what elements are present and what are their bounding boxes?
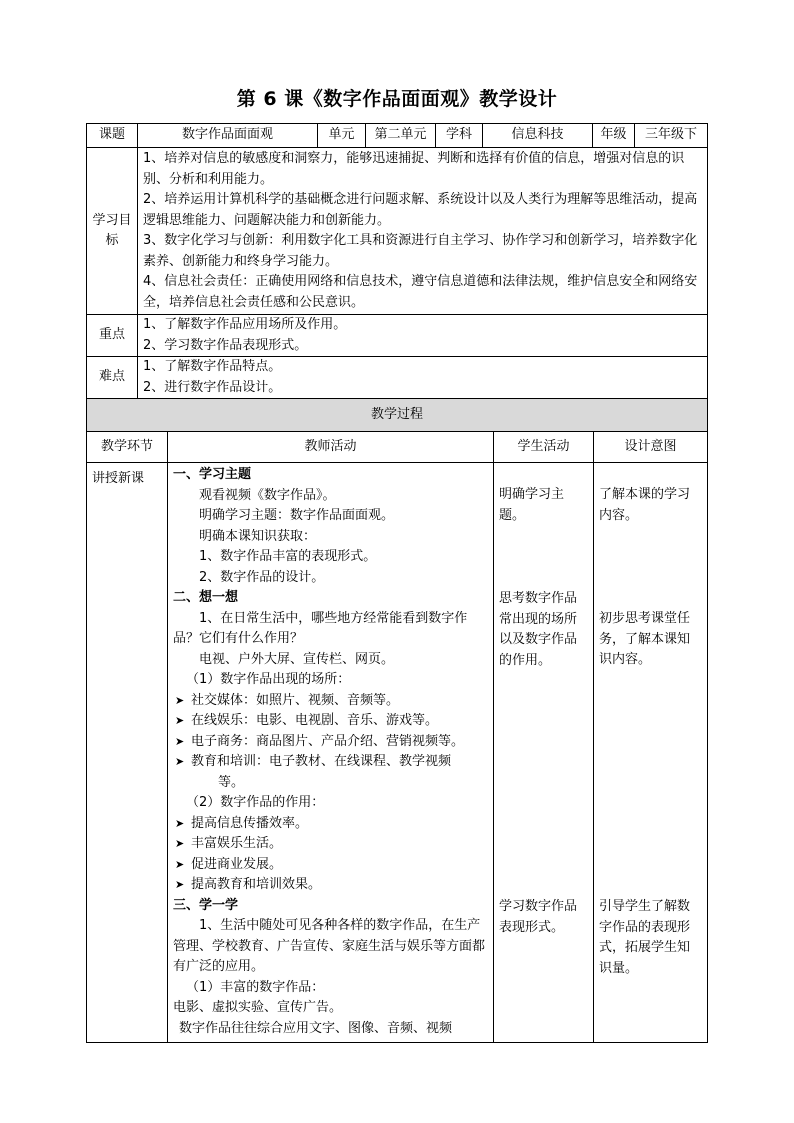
process-title: 教学过程 [87,399,708,432]
section-heading: 二、想一想 [173,590,239,605]
teacher-line: 数字作品往往综合应用文字、图像、音频、视频 [179,1020,453,1036]
goals-content [138,148,708,315]
stage-label: 讲授新课 [92,471,145,486]
teacher-activity-cell [168,463,494,1043]
teacher-line: 2、数字作品的设计。 [199,569,325,585]
teacher-line: 观看视频《数字作品》。 [199,487,336,503]
difficulties-content [138,357,708,399]
teacher-line: 电视、户外大屏、宣传栏、网页。 [199,651,395,667]
grade-label: 年级 [593,124,635,148]
teacher-line: 1、数字作品丰富的表现形式。 [199,549,377,564]
bullet-item: ➤ 提高教育和培训效果。 [173,875,488,896]
unit-value: 第二单元 [366,124,436,148]
section-heading: 一、学习主题 [173,467,252,482]
bullet-item: ➤ 教育和培训：电子教材、在线课程、教学视频 [173,752,488,773]
difficulties-row [87,357,708,399]
bullet-item: ➤ 丰富娱乐生活。 [173,834,488,855]
section-heading: 三、学一学 [173,897,239,913]
key-point-item: 2、学习数字作品表现形式。 [143,337,308,353]
bullet-item: ➤ 在线娱乐：电影、电视剧、音乐、游戏等。 [173,711,488,732]
goals-label: 学习目标 [87,148,138,315]
goal-item: 4、信息社会责任：正确使用网络和信息技术，遵守信息道德和法律法规，维护信息安全和网络安全，培养信息社会责任感和公民意识。 [143,274,698,310]
student-activity: 学习数字作品表现形式。 [499,899,578,935]
goal-item: 2、培养运用计算机科学的基础概念进行问题求解、系统设计以及人类行为理解等思维活动，提高逻辑思维能力、问题解决能力和创新能力。 [143,192,698,228]
difficulty-item: 2、进行数字作品设计。 [143,379,282,395]
info-table [86,123,708,399]
bullet-item: ➤ 社交媒体：如照片、视频、音频等。 [173,691,488,712]
info-row [87,124,708,148]
key-points-label: 重点 [87,315,138,357]
process-table [86,398,708,1043]
process-title-row [87,399,708,432]
process-header-row [87,432,708,463]
design-intent-cell [594,463,708,1043]
header-intent: 设计意图 [594,432,708,463]
key-points-content [138,315,708,357]
student-activity: 明确学习主题。 [499,487,565,523]
student-activity-cell [494,463,594,1043]
stage-cell [87,463,168,1043]
teacher-line: 1、在日常生活中，哪些地方经常能看到数字作品？它们有什么作用？ [173,610,468,646]
difficulties-label: 难点 [87,357,138,399]
goal-item: 3、数字化学习与创新：利用数字化工具和资源进行自主学习、协作学习和创新学习，培养数字化素养、创新能力和终身学习能力。 [143,233,698,269]
subject-value: 信息科技 [483,124,593,148]
course-label: 课题 [87,124,138,148]
teacher-line: 电影、虚拟实验、宣传广告。 [173,1000,343,1015]
design-intent: 初步思考课堂任务，了解本课知识内容。 [599,611,691,667]
teacher-line: 1、生活中随处可见各种各样的数字作品，在生产管理、学校教育、广告宣传、家庭生活与娱乐等方面都有广泛的应用。 [173,918,486,974]
page-title: 第 6 课《数字作品面面观》教学设计 [236,88,558,110]
teacher-line: （2）数字作品的作用： [186,795,325,810]
teacher-line: （1）丰富的数字作品： [186,979,325,995]
header-teacher: 教师活动 [168,432,494,463]
teacher-line: 明确本课知识获取： [199,528,317,544]
teacher-line: （1）数字作品出现的场所： [186,672,351,687]
course-value: 数字作品面面观 [138,124,318,148]
bullet-continuation: 等。 [218,774,245,790]
grade-value: 三年级下 [635,124,708,148]
bullet-item: ➤ 促进商业发展。 [173,855,488,876]
unit-label: 单元 [318,124,366,148]
subject-label: 学科 [436,124,483,148]
design-intent: 了解本课的学习内容。 [599,487,691,523]
goals-row [87,148,708,315]
process-body-row [87,463,708,1043]
student-activity: 思考数字作品常出现的场所以及数字作品的作用。 [499,591,578,668]
design-intent: 引导学生了解数字作品的表现形式，拓展学生知识量。 [599,899,691,976]
key-point-item: 1、了解数字作品应用场所及作用。 [143,317,347,332]
bullet-item: ➤ 电子商务：商品图片、产品介绍、营销视频等。 [173,732,488,753]
header-stage: 教学环节 [87,432,168,463]
header-student: 学生活动 [494,432,594,463]
key-points-row [87,315,708,357]
bullet-item: ➤ 提高信息传播效率。 [173,814,488,835]
difficulty-item: 1、了解数字作品特点。 [143,359,282,374]
teacher-line: 明确学习主题：数字作品面面观。 [199,508,395,523]
goal-item: 1、培养对信息的敏感度和洞察力，能够迅速捕捉、判断和选择有价值的信息，增强对信息的识别、分析和利用能力。 [143,151,685,187]
